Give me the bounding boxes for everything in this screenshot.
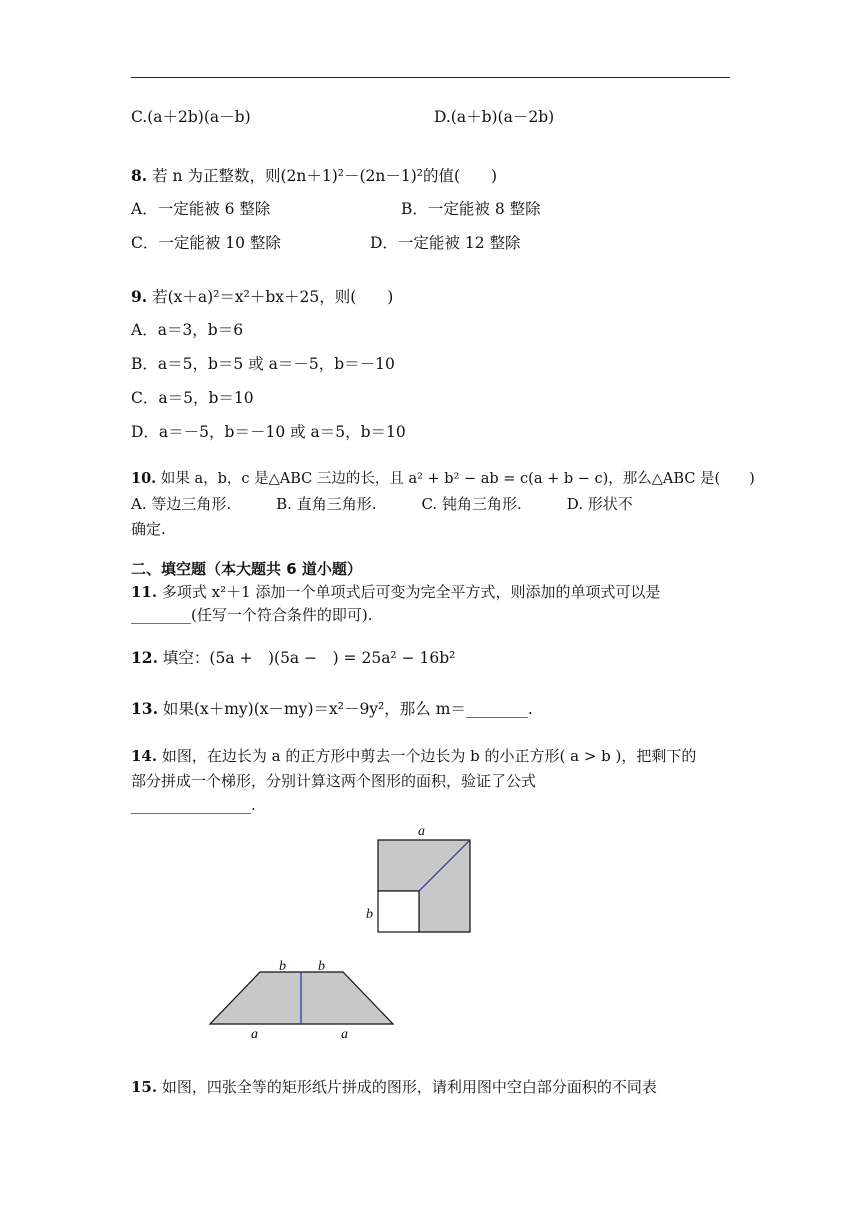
q7-option-c: C.(a＋2b)(a－b): [131, 108, 251, 126]
q15-number: 15.: [131, 1078, 158, 1096]
q15-stem: 如图，四张全等的矩形纸片拼成的图形，请利用图中空白部分面积的不同表: [161, 1078, 657, 1096]
q10-options-cont: 确定.: [131, 520, 166, 538]
q14-question: [131, 746, 696, 766]
q9-question: [131, 287, 393, 307]
q14-stem: 如图，在边长为 a 的正方形中剪去一个边长为 b 的小正方形( a > b )，把剩下的: [161, 747, 697, 765]
q8-question: [131, 166, 497, 186]
q12-number: 12.: [131, 648, 158, 667]
q14-number: 14.: [131, 747, 158, 765]
q9-option-c: C．a＝5，b＝10: [131, 389, 254, 407]
section-heading: 二、填空题（本大题共 6 道小题）: [131, 560, 362, 578]
q15-question: [131, 1077, 657, 1097]
q8-stem: 若 n 为正整数，则(2n＋1)²－(2n－1)²的值( ): [152, 167, 498, 185]
q13-question: [131, 699, 533, 719]
trap-bottom-left-label: a: [251, 1027, 258, 1042]
q13-stem: 如果(x＋my)(x－my)＝x²－9y²，那么 m＝________.: [162, 700, 533, 718]
q12-question: [131, 648, 455, 668]
trapezoid-figure: [200, 950, 405, 1045]
header-rule: [131, 77, 730, 78]
q12-stem: 填空：(5a + )(5a − ) = 25a² − 16b²: [162, 649, 456, 667]
q9-number: 9.: [131, 287, 148, 306]
q8-option-c: C．一定能被 10 整除: [131, 234, 281, 252]
q11-stem: 多项式 x²＋1 添加一个单项式后可变为完全平方式，则添加的单项式可以是: [161, 583, 661, 601]
trap-top-left-label: b: [279, 959, 286, 974]
q14-blank: ________________.: [131, 796, 256, 814]
q8-option-d: D．一定能被 12 整除: [370, 234, 521, 252]
q9-option-b: B．a＝5，b＝5 或 a＝－5，b＝－10: [131, 355, 395, 373]
q14-cont: 部分拼成一个梯形，分别计算这两个图形的面积，验证了公式: [131, 772, 537, 790]
q10-options: A. 等边三角形. B. 直角三角形. C. 钝角三角形. D. 形状不: [131, 495, 633, 513]
square-side-label: b: [366, 907, 373, 922]
q8-option-a: A．一定能被 6 整除: [131, 200, 271, 218]
trap-top-right-label: b: [318, 959, 325, 974]
q10-number: 10.: [131, 470, 157, 487]
q10-stem: 如果 a，b，c 是△ABC 三边的长，且 a² + b² − ab = c(a + b − c)，那么△ABC 是( ): [160, 471, 755, 487]
q9-option-d: D．a＝－5，b＝－10 或 a＝5，b＝10: [131, 423, 406, 441]
q11-number: 11.: [131, 583, 158, 601]
q8-number: 8.: [131, 166, 148, 185]
q8-option-b: B．一定能被 8 整除: [401, 200, 541, 218]
q13-number: 13.: [131, 699, 158, 718]
q7-option-d: D.(a＋b)(a－2b): [434, 108, 555, 126]
q9-stem: 若(x＋a)²＝x²＋bx＋25，则( ): [152, 288, 394, 306]
cutout-square: [378, 891, 419, 932]
square-figure: [360, 820, 480, 940]
q11-question: [131, 582, 660, 602]
q10-question: [131, 469, 755, 489]
trap-bottom-right-label: a: [341, 1027, 348, 1042]
q11-cont: ________(任写一个符合条件的即可).: [131, 606, 373, 624]
square-top-label: a: [418, 824, 425, 839]
q9-option-a: A．a＝3，b＝6: [131, 321, 244, 339]
